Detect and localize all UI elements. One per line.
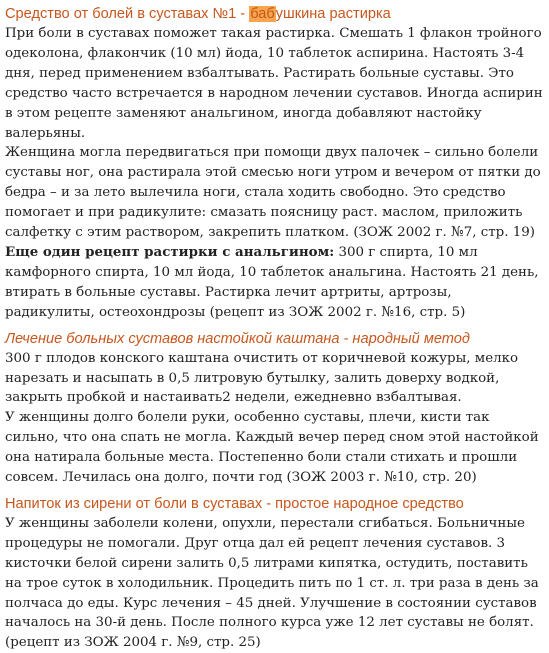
article-heading: Лечение больных суставов настойкой каштана - народный метод [5, 330, 470, 347]
search-highlight: баб [250, 6, 275, 22]
article-heading [5, 4, 543, 24]
article-paragraph: При боли в суставах поможет такая растирка. Смешать 1 флакон тройного одеколона, флакончик (10 мл) йода, 10 таблеток аспирина. Настоять 3-4 дня, перед применением взбалтывать. Растирать больные суставы. Это средство часто встречается в народном лечении суставов. Иногда аспирин в этом рецепте заменяют анальгином, иногда добавляют настойку валерьяны. [5, 26, 543, 141]
article-paragraph: Женщина могла передвигаться при помощи двух палочек – сильно болели суставы ног, она растирала этой смесью ноги утром и вечером от пятки до бедра – и за лето вылечила ноги, стала ходить свободно. Это средство помогает и при радикулите: смазать поясницу раст. маслом, приложить салфетку с этим раствором, закрепить платком. (ЗОЖ 2002 г. №7, стр. 19) [5, 145, 541, 241]
article-paragraph: У женщины долго болели руки, особенно суставы, плечи, кисти так сильно, что она спать не могла. Каждый вечер перед сном этой настойкой она натирала больные места. Постепенно боли стали стихать и прошли совсем. Лечилась она долго, почти год (ЗОЖ 2003 г. №10, стр. 20) [5, 410, 539, 486]
article-lilac-drink [5, 494, 543, 653]
recipe-lead: Еще один рецепт растирки с анальгином: [5, 243, 335, 260]
article-heading: Напиток из сирени от боли в суставах - простое народное средство [5, 495, 464, 512]
article-paragraph [5, 243, 543, 323]
article-chestnut-tincture [5, 329, 543, 488]
article-paragraph: У женщины заболели колени, опухли, перестали сгибаться. Больничные процедуры не помогали. Друг отца дал ей рецепт лечения суставов. 3 кисточки белой сирени залить 0,5 литрами кипятка, остудить, поставить на трое суток в холодильник. Процедить пить по 1 ст. л. три раза в день за полчаса до еды. Курс лечения – 45 дней. Улучшение в состоянии суставов началось на 30-й день. После полного курса уже 12 лет суставы не болят. (рецепт из ЗОЖ 2004 г. №9, стр. 25) [5, 515, 539, 651]
recipe-text: 300 г спирта, 10 мл камфорного спирта, 10 мл йода, 10 таблеток анальгина. Настоять 21 день, втирать в больные суставы. Растирка лечит артриты, артрозы, радикулиты, остеохондрозы (рецепт из ЗОЖ 2002 г. №16, стр. 5) [5, 244, 539, 320]
article-arthritis-rub [5, 4, 543, 323]
heading-text: ушкина растирка [275, 6, 391, 22]
heading-text: Средство от болей в суставах №1 - [5, 6, 250, 22]
article-paragraph: 300 г плодов конского каштана очистить от коричневой кожуры, мелко нарезать и насыпать в 0,5 литровую бутылку, залить доверху водкой, закрыть пробкой и настаивать2 недели, ежедневно взбалтывая. [5, 350, 519, 406]
